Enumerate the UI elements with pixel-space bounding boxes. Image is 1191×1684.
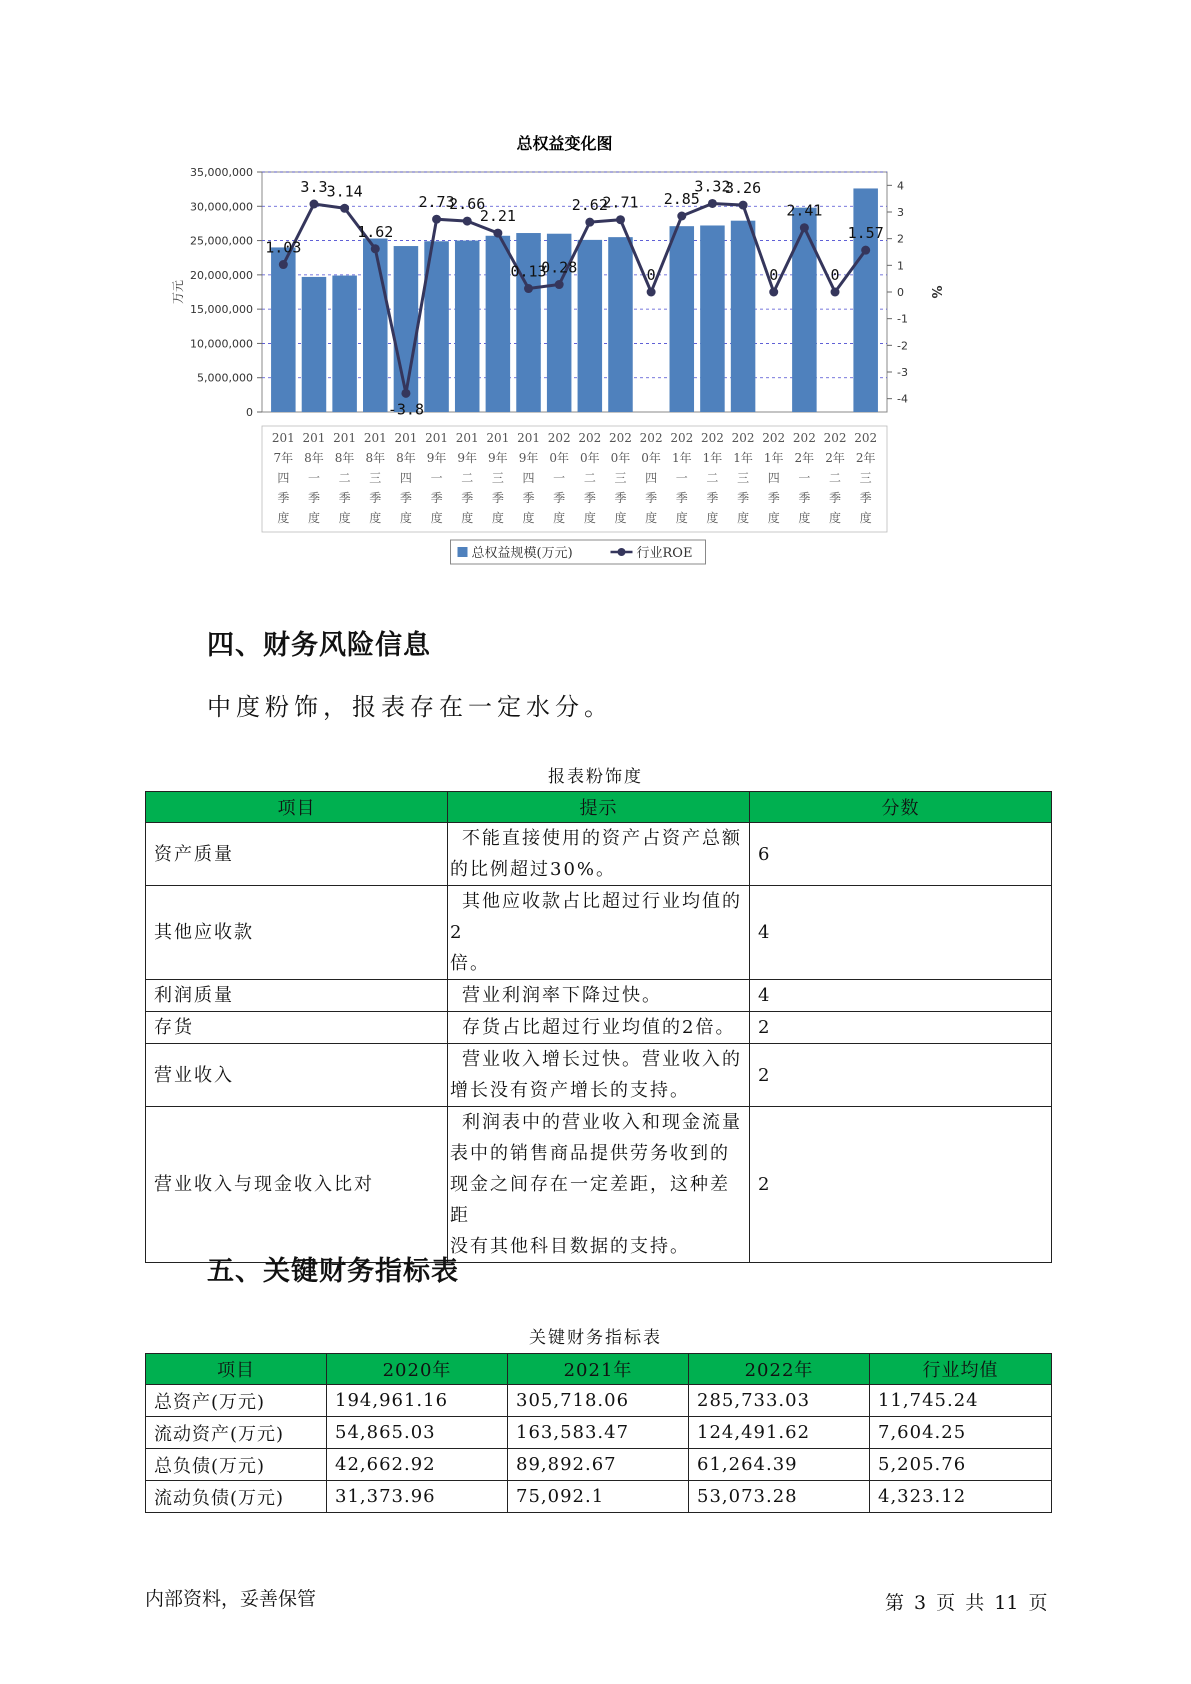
row-value: 285,733.03	[689, 1385, 870, 1417]
row-value: 163,583.47	[508, 1417, 689, 1449]
x-tick-label: 9年	[426, 451, 447, 465]
x-tick-label: 201	[486, 431, 510, 445]
x-tick-label: 一	[553, 471, 566, 485]
x-tick-label: 度	[461, 511, 474, 525]
x-tick-label: 202	[731, 431, 755, 445]
x-tick-label: 季	[369, 491, 382, 505]
roe-data-label: 1.03	[265, 238, 302, 257]
equity-bar	[363, 239, 388, 412]
row-item: 存货	[146, 1012, 448, 1044]
x-tick-label: 度	[307, 511, 320, 525]
x-tick-label: 9年	[488, 451, 508, 465]
roe-data-label: 1.62	[357, 222, 394, 241]
row-value: 4,323.12	[870, 1481, 1052, 1513]
row-score: 4	[750, 886, 1052, 980]
right-tick-label: 1	[897, 259, 904, 273]
x-tick-label: 1年	[733, 451, 753, 465]
row-value: 75,092.1	[508, 1481, 689, 1513]
header-cell: 项目	[146, 792, 448, 823]
roe-point	[401, 389, 410, 398]
x-tick-label: 202	[700, 431, 724, 445]
roe-point	[340, 204, 349, 213]
x-tick-label: 201	[271, 431, 295, 445]
x-tick-label: 1年	[702, 451, 723, 465]
roe-point	[647, 288, 656, 297]
roe-point	[677, 212, 686, 221]
hint-line: 表中的销售商品提供劳务收到的	[450, 1143, 730, 1164]
x-tick-label: 度	[675, 511, 688, 525]
x-tick-label: 三	[369, 471, 382, 485]
x-tick-label: 度	[645, 511, 658, 525]
table-header-row	[146, 1354, 1052, 1385]
right-tick-label: -2	[897, 339, 908, 353]
row-item: 其他应收款	[146, 886, 448, 980]
roe-data-label: 0	[830, 266, 840, 284]
left-tick-label: 5,000,000	[197, 371, 253, 385]
x-tick-label: 四	[277, 471, 290, 485]
x-tick-label: 202	[854, 431, 878, 445]
row-label: 总资产(万元)	[146, 1385, 327, 1417]
table-row	[146, 1449, 1052, 1481]
x-tick-label: 季	[829, 491, 842, 505]
x-tick-label: 202	[578, 431, 602, 445]
equity-chart	[170, 135, 970, 590]
row-value: 54,865.03	[327, 1417, 508, 1449]
x-tick-label: 季	[675, 491, 688, 505]
row-item: 利润质量	[146, 980, 448, 1012]
table-header-row	[146, 792, 1052, 823]
x-tick-label: 季	[798, 491, 811, 505]
section5-heading: 五、关键财务指标表	[207, 1256, 459, 1287]
row-value: 89,892.67	[508, 1449, 689, 1481]
roe-point	[493, 229, 502, 238]
x-tick-label: 201	[333, 431, 357, 445]
legend-line-marker	[618, 548, 626, 556]
x-tick-label: 8年	[304, 451, 324, 465]
header-cell: 提示	[448, 792, 750, 823]
row-hint	[448, 1107, 750, 1263]
x-tick-label: 8年	[396, 451, 416, 465]
roe-data-label: 2.85	[663, 190, 700, 208]
roe-point	[432, 215, 441, 224]
row-score: 4	[750, 980, 1052, 1012]
right-tick-label: 2	[897, 232, 904, 246]
x-tick-label: 度	[369, 511, 382, 525]
equity-bar	[731, 221, 756, 412]
x-tick-label: 0年	[549, 451, 569, 465]
indicator-table-caption: 关键财务指标表	[529, 1328, 662, 1348]
left-tick-label: 35,000,000	[190, 166, 253, 179]
table-row	[146, 1481, 1052, 1513]
x-tick-label: 2年	[855, 451, 876, 465]
header-cell: 2021年	[508, 1354, 689, 1385]
x-tick-label: 201	[363, 431, 387, 445]
roe-data-label: 0	[646, 266, 656, 284]
x-tick-label: 季	[307, 491, 320, 505]
x-tick-label: 度	[491, 511, 504, 525]
roe-point	[739, 201, 748, 210]
roe-point	[371, 244, 380, 253]
x-tick-label: 度	[430, 511, 443, 525]
x-tick-label: 三	[491, 471, 504, 485]
row-value: 53,073.28	[689, 1481, 870, 1513]
x-tick-label: 度	[553, 511, 566, 525]
x-tick-label: 度	[859, 511, 872, 525]
x-tick-label: 201	[425, 431, 449, 445]
x-tick-label: 二	[338, 471, 351, 485]
header-cell: 分数	[750, 792, 1052, 823]
hint-line: 其他应收款占比超过行业均值的2	[450, 891, 742, 943]
right-tick-label: -1	[897, 312, 908, 326]
table-row	[146, 1385, 1052, 1417]
equity-bar	[455, 241, 480, 412]
x-tick-label: 201	[517, 431, 540, 445]
risk-summary: 中度粉饰，报表存在一定水分。	[207, 693, 613, 721]
x-tick-label: 度	[706, 511, 719, 525]
roe-data-label: 2.21	[479, 207, 516, 226]
x-tick-label: 0年	[610, 451, 631, 465]
equity-bar	[670, 226, 695, 412]
x-tick-label: 度	[829, 511, 842, 525]
left-tick-label: 15,000,000	[190, 303, 253, 317]
indicator-table	[145, 1353, 1052, 1513]
roe-data-label: 3.3	[300, 178, 328, 196]
x-tick-label: 202	[762, 431, 786, 445]
roe-data-label: 3.14	[326, 182, 363, 201]
legend-line-label: 行业ROE	[636, 546, 693, 561]
x-tick-label: 季	[522, 491, 535, 505]
right-tick-label: 0	[897, 286, 904, 299]
equity-bar	[578, 240, 603, 412]
x-tick-label: 8年	[334, 451, 355, 465]
left-tick-label: 25,000,000	[190, 234, 253, 248]
row-label: 总负债(万元)	[146, 1449, 327, 1481]
roe-data-label: 2.62	[571, 196, 608, 215]
row-item: 资产质量	[146, 823, 448, 886]
x-tick-label: 202	[823, 431, 847, 445]
row-value: 31,373.96	[327, 1481, 508, 1513]
x-tick-label: 一	[430, 471, 443, 485]
roe-data-label: 0	[769, 266, 779, 284]
row-item: 营业收入	[146, 1044, 448, 1107]
row-label: 流动负债(万元)	[146, 1481, 327, 1513]
x-tick-label: 9年	[518, 451, 539, 465]
equity-bar	[516, 233, 541, 412]
whitewash-table-caption: 报表粉饰度	[548, 767, 643, 787]
x-tick-label: 季	[645, 491, 658, 505]
roe-point	[309, 200, 318, 209]
x-tick-label: 季	[583, 491, 596, 505]
roe-point	[279, 260, 288, 269]
x-tick-label: 202	[609, 431, 632, 445]
x-tick-label: 季	[859, 491, 872, 505]
row-value: 7,604.25	[870, 1417, 1052, 1449]
hint-line: 不能直接使用的资产占资产总额	[462, 828, 742, 849]
equity-bar	[271, 247, 296, 412]
x-tick-label: 四	[767, 471, 780, 485]
roe-data-label: 0.28	[541, 258, 578, 277]
row-hint	[448, 886, 750, 980]
left-tick-label: 20,000,000	[190, 268, 253, 282]
row-score: 2	[750, 1044, 1052, 1107]
x-tick-label: 2年	[794, 451, 815, 465]
roe-data-label: 3.26	[725, 179, 762, 198]
table-row	[146, 823, 1052, 886]
roe-data-label: 1.57	[847, 224, 884, 243]
x-tick-label: 201	[455, 431, 479, 445]
x-tick-label: 1年	[671, 451, 692, 465]
roe-data-label: 3.32	[694, 177, 731, 196]
row-score: 6	[750, 823, 1052, 886]
roe-data-label: 2.71	[602, 193, 639, 212]
x-tick-label: 季	[706, 491, 719, 505]
header-cell: 2022年	[689, 1354, 870, 1385]
roe-point	[861, 246, 870, 255]
hint-line: 倍。	[450, 953, 490, 974]
row-hint	[448, 1012, 750, 1044]
row-value: 61,264.39	[689, 1449, 870, 1481]
table-row	[146, 1417, 1052, 1449]
roe-data-label: 0.13	[510, 262, 547, 281]
equity-bar	[853, 188, 878, 412]
whitewash-table	[145, 791, 1052, 1263]
x-tick-label: 季	[461, 491, 474, 505]
x-tick-label: 7年	[273, 451, 294, 465]
roe-point	[463, 217, 472, 226]
row-value: 124,491.62	[689, 1417, 870, 1449]
roe-point	[800, 223, 809, 232]
x-tick-label: 二	[706, 471, 719, 485]
right-tick-label: 3	[897, 206, 904, 219]
x-tick-label: 三	[859, 471, 872, 485]
x-tick-label: 季	[491, 491, 504, 505]
x-tick-label: 8年	[365, 451, 386, 465]
roe-data-label: 2.66	[449, 195, 486, 214]
x-tick-label: 四	[522, 471, 535, 485]
x-tick-label: 度	[338, 511, 351, 525]
left-axis-label: 万元	[171, 279, 185, 305]
x-tick-label: 三	[737, 471, 750, 485]
x-tick-label: 季	[737, 491, 750, 505]
header-cell: 2020年	[327, 1354, 508, 1385]
x-tick-label: 二	[829, 471, 842, 485]
legend-bar-swatch	[458, 547, 468, 557]
x-tick-label: 季	[614, 491, 627, 505]
equity-bar	[700, 225, 725, 412]
equity-bar	[486, 236, 511, 412]
row-item: 营业收入与现金收入比对	[146, 1107, 448, 1263]
x-tick-label: 201	[394, 431, 418, 445]
x-tick-label: 季	[553, 491, 566, 505]
row-value: 305,718.06	[508, 1385, 689, 1417]
hint-line: 营业收入增长过快。营业收入的	[462, 1049, 742, 1070]
row-score: 2	[750, 1012, 1052, 1044]
left-tick-label: 0	[246, 406, 253, 419]
roe-point	[708, 199, 717, 208]
table-row	[146, 1012, 1052, 1044]
x-tick-label: 2年	[825, 451, 845, 465]
right-tick-label: -3	[897, 366, 908, 379]
roe-point	[769, 288, 778, 297]
x-tick-label: 9年	[457, 451, 478, 465]
row-hint	[448, 1044, 750, 1107]
table-row	[146, 1044, 1052, 1107]
row-value: 5,205.76	[870, 1449, 1052, 1481]
right-tick-label: -4	[897, 392, 908, 406]
equity-chart-svg	[170, 135, 970, 590]
footer-confidential: 内部资料，妥善保管	[145, 1588, 317, 1610]
x-tick-label: 202	[639, 431, 663, 445]
equity-bar	[608, 237, 633, 412]
x-tick-label: 度	[798, 511, 811, 525]
x-tick-label: 一	[307, 471, 320, 485]
equity-bar	[302, 277, 327, 412]
row-hint	[448, 823, 750, 886]
hint-line: 现金之间存在一定差距，这种差距	[450, 1174, 730, 1226]
x-tick-label: 201	[302, 431, 326, 445]
x-tick-label: 度	[614, 511, 627, 525]
hint-line: 存货占比超过行业均值的2倍。	[462, 1017, 736, 1038]
x-tick-label: 四	[399, 471, 412, 485]
hint-line: 利润表中的营业收入和现金流量	[462, 1112, 742, 1133]
x-tick-label: 季	[767, 491, 780, 505]
x-tick-label: 二	[583, 471, 596, 485]
row-score: 2	[750, 1107, 1052, 1263]
x-tick-label: 度	[767, 511, 780, 525]
row-label: 流动资产(万元)	[146, 1417, 327, 1449]
hint-line: 没有其他科目数据的支持。	[450, 1236, 690, 1257]
x-tick-label: 度	[399, 511, 412, 525]
x-tick-label: 度	[737, 511, 750, 525]
table-row	[146, 1107, 1052, 1263]
x-tick-label: 一	[798, 471, 811, 485]
x-tick-label: 202	[792, 431, 816, 445]
chart-title: 总权益变化图	[516, 135, 613, 153]
table-row	[146, 980, 1052, 1012]
left-tick-label: 30,000,000	[190, 200, 253, 214]
header-cell: 项目	[146, 1354, 327, 1385]
x-tick-label: 0年	[580, 451, 600, 465]
equity-bar	[792, 208, 817, 412]
x-tick-label: 季	[338, 491, 351, 505]
x-tick-label: 三	[614, 471, 627, 485]
hint-line: 的比例超过30%。	[450, 859, 617, 880]
x-tick-label: 二	[461, 471, 474, 485]
row-value: 194,961.16	[327, 1385, 508, 1417]
row-value: 42,662.92	[327, 1449, 508, 1481]
table-row	[146, 886, 1052, 980]
x-tick-label: 度	[522, 511, 535, 525]
equity-bar	[332, 276, 357, 412]
x-tick-label: 0年	[641, 451, 661, 465]
right-axis-label: %	[928, 285, 943, 299]
x-tick-label: 季	[399, 491, 412, 505]
roe-point	[616, 215, 625, 224]
roe-point	[555, 280, 564, 289]
footer-page-number: 第 3 页 共 11 页	[885, 1592, 1048, 1614]
x-tick-label: 一	[675, 471, 688, 485]
x-tick-label: 季	[430, 491, 443, 505]
x-tick-label: 202	[670, 431, 694, 445]
row-value: 11,745.24	[870, 1385, 1052, 1417]
x-tick-label: 季	[277, 491, 290, 505]
roe-point	[831, 288, 840, 297]
x-tick-label: 度	[583, 511, 596, 525]
row-hint	[448, 980, 750, 1012]
legend-bar-label: 总权益规模(万元)	[471, 546, 573, 561]
section4-heading: 四、财务风险信息	[207, 630, 431, 661]
roe-data-label: 2.73	[418, 193, 455, 212]
roe-data-label: 2.41	[786, 201, 823, 220]
hint-line: 营业利润率下降过快。	[462, 985, 662, 1006]
x-tick-label: 四	[645, 471, 658, 485]
hint-line: 增长没有资产增长的支持。	[450, 1080, 690, 1101]
x-tick-label: 度	[277, 511, 290, 525]
left-tick-label: 10,000,000	[190, 337, 253, 351]
right-tick-label: 4	[897, 179, 904, 193]
x-tick-label: 202	[547, 431, 571, 445]
roe-point	[524, 284, 533, 293]
header-cell: 行业均值	[870, 1354, 1052, 1385]
x-tick-label: 1年	[763, 451, 784, 465]
roe-point	[585, 218, 594, 227]
roe-data-label: -3.8	[387, 400, 424, 419]
